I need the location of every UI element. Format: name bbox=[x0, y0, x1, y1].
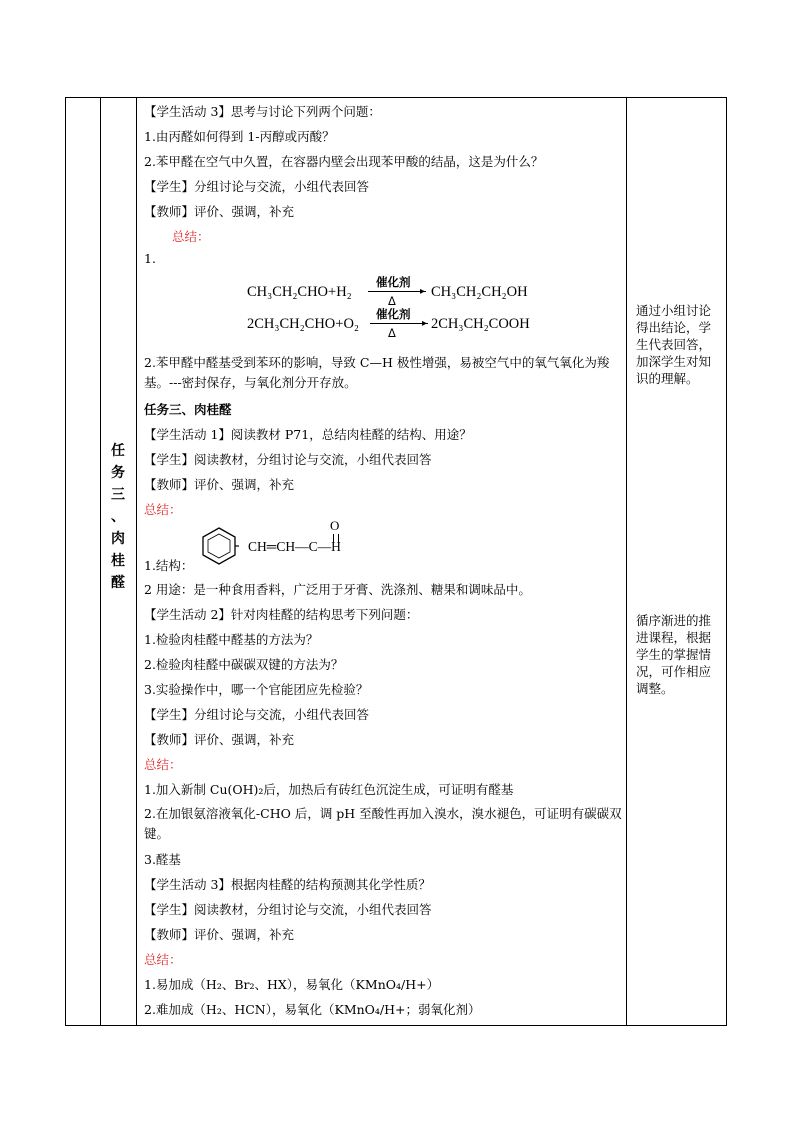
reaction-arrow bbox=[368, 291, 426, 292]
arrow-head: ▸ bbox=[420, 286, 426, 297]
double-bond bbox=[333, 534, 339, 542]
explanation: 2.苯甲醛中醛基受到苯环的影响，导致 C—H 极性增强，易被空气中的氧气氧化为羧基。---密封保存，与氧化剂分开存放。 bbox=[144, 355, 610, 390]
answer: 1.加入新制 Cu(OH)₂后，加热后有砖红色沉淀生成，可证明有醛基 bbox=[144, 782, 514, 797]
heat-symbol: Δ bbox=[388, 326, 396, 340]
section-title: 任务三、肉桂醛 bbox=[144, 402, 232, 417]
task-char: 务 bbox=[111, 465, 125, 481]
design-note: 循序渐进的推进课程，根据学生的掌握情况，可作相应调整。 bbox=[636, 613, 712, 696]
question: 2.苯甲醛在空气中久置，在容器内壁会出现苯甲酸的结晶，这是为什么？ bbox=[144, 154, 544, 169]
teacher-line: 【教师】评价、强调，补充 bbox=[144, 927, 295, 942]
equation-right: 2CH₃CH₂COOH bbox=[431, 316, 530, 332]
arrow-head: ▸ bbox=[422, 318, 428, 329]
student-line: 【学生】阅读教材，分组讨论与交流，小组代表回答 bbox=[144, 902, 432, 917]
task-column bbox=[100, 98, 136, 1025]
question: 2.检验肉桂醛中碳碳双键的方法为？ bbox=[144, 657, 344, 672]
equation-left: 2CH₃CH₂CHO+O₂ bbox=[247, 316, 359, 332]
property: 1.易加成（H₂、Br₂、HX），易氧化（KMnO₄/H+） bbox=[144, 977, 440, 992]
benzene-ring-icon bbox=[199, 526, 239, 566]
item-number: 1. bbox=[144, 251, 156, 266]
column-divider bbox=[626, 98, 627, 1025]
task-char: 醛 bbox=[111, 575, 125, 591]
activity-header: 【学生活动 3】根据肉桂醛的结构预测其化学性质？ bbox=[144, 877, 431, 892]
activity-header: 【学生活动 2】针对肉桂醛的结构思考下列问题： bbox=[144, 607, 419, 622]
task-char: 肉 bbox=[111, 531, 125, 547]
teacher-line: 【教师】评价、强调，补充 bbox=[144, 732, 295, 747]
activity-header: 【学生活动 3】思考与讨论下列两个问题： bbox=[144, 104, 381, 119]
catalyst-label: 催化剂 bbox=[376, 275, 411, 289]
summary-label: 总结： bbox=[144, 757, 182, 772]
task-char: 、 bbox=[111, 509, 125, 525]
student-line: 【学生】阅读教材，分组讨论与交流，小组代表回答 bbox=[144, 452, 432, 467]
column-divider bbox=[136, 98, 137, 1025]
equation-left: CH₃CH₂CHO+H₂ bbox=[247, 284, 352, 300]
heat-symbol: Δ bbox=[388, 294, 396, 308]
activity-header: 【学生活动 1】阅读教材 P71，总结肉桂醛的结构、用途？ bbox=[144, 427, 472, 442]
question: 1.检验肉桂醛中醛基的方法为？ bbox=[144, 632, 319, 647]
equation-right: CH₃CH₂CH₂OH bbox=[431, 284, 528, 300]
use-line: 2 用途：是一种食用香料，广泛用于牙膏、洗涤剂、糖果和调味品中。 bbox=[144, 582, 531, 597]
summary-label: 总结： bbox=[144, 952, 182, 967]
answer: 2.在加银氨溶液氧化-CHO 后，调 pH 至酸性再加入溴水，溴水褪色，可证明有碳碳双键。 bbox=[144, 806, 622, 841]
structure-label: 1.结构： bbox=[144, 558, 194, 573]
catalyst-label: 催化剂 bbox=[376, 307, 411, 321]
task-char: 三 bbox=[111, 487, 125, 503]
carbonyl-oxygen: O bbox=[330, 518, 340, 533]
task-label-vertical bbox=[100, 440, 136, 594]
structure-chain: CH═CH—C—H bbox=[248, 539, 341, 554]
reaction-arrow bbox=[370, 323, 428, 324]
answer: 3.醛基 bbox=[144, 852, 181, 867]
student-line: 【学生】分组讨论与交流，小组代表回答 bbox=[144, 707, 370, 722]
task-char: 任 bbox=[111, 443, 125, 459]
design-note: 通过小组讨论得出结论，学生代表回答，加深学生对知识的理解。 bbox=[636, 303, 712, 386]
question: 1.由丙醛如何得到 1-丙醇或丙酸？ bbox=[144, 129, 335, 144]
lesson-content bbox=[144, 98, 624, 1025]
property: 2.难加成（H₂、HCN），易氧化（KMnO₄/H+；弱氧化剂） bbox=[144, 1002, 481, 1017]
teacher-line: 【教师】评价、强调，补充 bbox=[144, 204, 295, 219]
student-line: 【学生】分组讨论与交流，小组代表回答 bbox=[144, 179, 370, 194]
summary-label: 总结： bbox=[144, 502, 182, 517]
task-char: 桂 bbox=[111, 553, 125, 569]
teacher-line: 【教师】评价、强调，补充 bbox=[144, 477, 295, 492]
question: 3.实验操作中，哪一个官能团应先检验？ bbox=[144, 682, 369, 697]
lesson-table bbox=[65, 97, 727, 1026]
summary-label: 总结： bbox=[172, 229, 210, 244]
